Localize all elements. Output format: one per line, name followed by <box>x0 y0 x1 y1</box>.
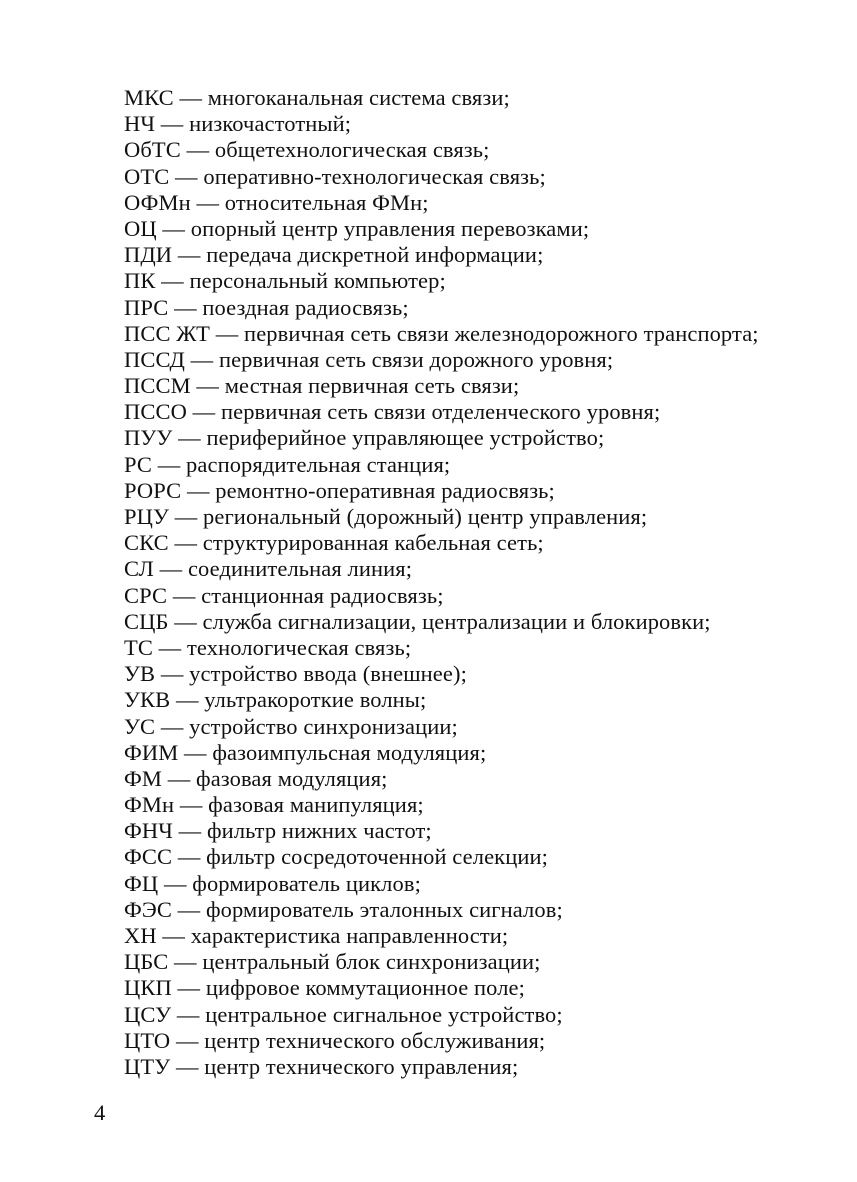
abbreviation-entry: ХН — характеристика направленности; <box>124 923 509 948</box>
abbreviation-entry: РОРС — ремонтно-оперативная радиосвязь; <box>124 477 555 503</box>
abbreviation-entry: РЦУ — региональный (дорожный) центр управления; <box>124 504 648 529</box>
abbreviation-entry: ПСС ЖТ — первичная сеть связи железнодорожного транспорта; <box>124 320 759 346</box>
abbreviation-entry: СРС — станционная радиосвязь; <box>124 582 444 608</box>
abbreviation-entry: ЦТО — центр технического обслуживания; <box>124 1027 546 1053</box>
abbreviation-entry: ФСС — фильтр сосредоточенной селекции; <box>124 844 548 870</box>
abbreviation-entry: ФНЧ — фильтр нижних частот; <box>124 818 432 844</box>
abbreviation-entry: УКВ — ультракороткие волны; <box>124 687 427 713</box>
abbreviation-entry: ПК — персональный компьютер; <box>124 268 446 294</box>
abbreviation-entry: ПУУ — периферийное управляющее устройство; <box>124 425 605 451</box>
abbreviation-entry: ФМн — фазовая манипуляция; <box>124 792 424 818</box>
abbreviation-entry: ФМ — фазовая модуляция; <box>124 765 388 791</box>
abbreviation-entry: ТС — технологическая связь; <box>124 634 412 660</box>
page-number: 4 <box>94 1100 106 1125</box>
abbreviation-entry: ФЦ — формирователь циклов; <box>124 870 421 896</box>
abbreviation-entry: УС — устройство синхронизации; <box>124 713 458 739</box>
abbreviation-entry: РС — распорядительная станция; <box>124 451 451 477</box>
abbreviation-entry: ЦТУ — центр технического управления; <box>124 1053 519 1079</box>
abbreviation-entry: ПРС — поездная радиосвязь; <box>124 294 409 320</box>
abbreviation-entry: ПССО — первичная сеть связи отделенческого уровня; <box>124 399 661 425</box>
abbreviation-entry: МКС — многоканальная система связи; <box>124 85 510 110</box>
abbreviation-entry: ЦСУ — центральное сигнальное устройство; <box>124 1001 563 1027</box>
abbreviation-entry: ЦКП — цифровое коммутационное поле; <box>124 975 525 1001</box>
abbreviation-entry: СКС — структурированная кабельная сеть; <box>124 530 544 556</box>
abbreviation-entry: ОЦ — опорный центр управления перевозками; <box>124 215 590 241</box>
abbreviation-entry: ФИМ — фазоимпульсная модуляция; <box>124 739 487 765</box>
abbreviation-entry: ФЭС — формирователь эталонных сигналов; <box>124 896 563 922</box>
abbreviation-list <box>124 85 824 1080</box>
abbreviation-entry: СЦБ — служба сигнализации, централизации и блокировки; <box>124 608 711 634</box>
abbreviation-entry: НЧ — низкочастотный; <box>124 111 352 137</box>
abbreviation-entry: ЦБС — центральный блок синхронизации; <box>124 949 541 975</box>
abbreviation-entry: ПССД — первичная сеть связи дорожного уровня; <box>124 346 614 372</box>
abbreviation-entry: УВ — устройство ввода (внешнее); <box>124 661 467 687</box>
abbreviation-entry: ПДИ — передача дискретной информации; <box>124 242 544 268</box>
abbreviation-entry: ОбТС — общетехнологическая связь; <box>124 137 490 163</box>
abbreviation-entry: ПССМ — местная первичная сеть связи; <box>124 373 520 399</box>
abbreviation-entry: СЛ — соединительная линия; <box>124 556 413 582</box>
abbreviation-entry: ОФМн — относительная ФМн; <box>124 189 429 215</box>
abbreviation-entry: ОТС — оперативно-технологическая связь; <box>124 163 546 189</box>
